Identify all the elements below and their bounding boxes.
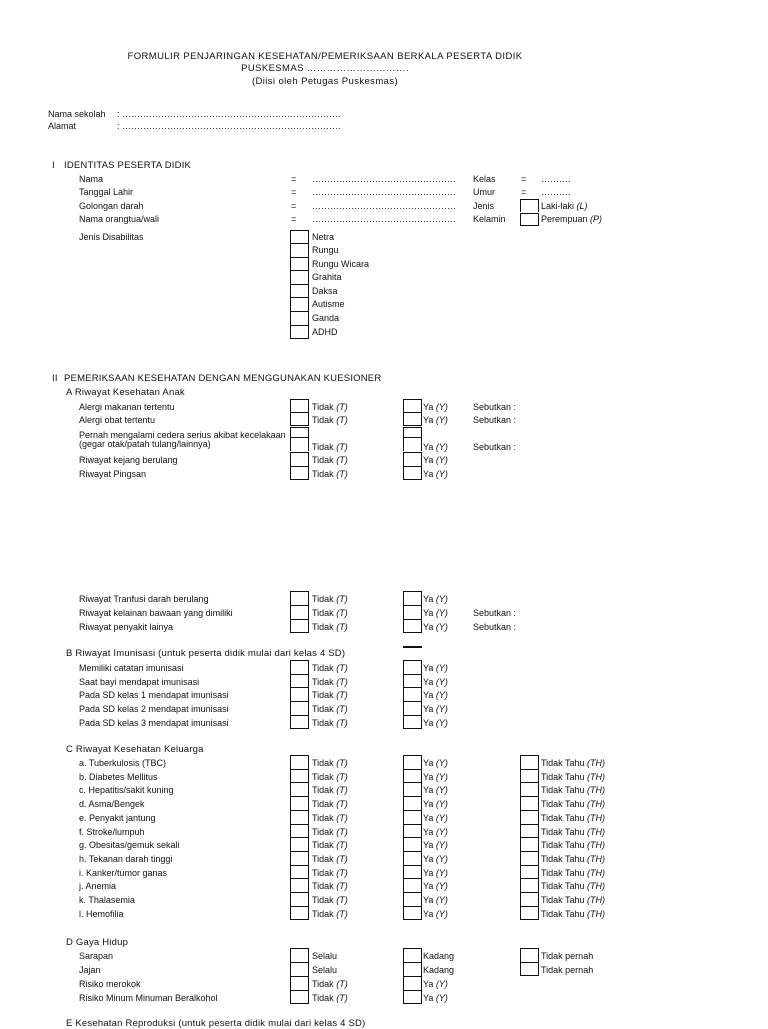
subsection-c-title: C Riwayat Kesehatan Keluarga [66,744,204,755]
ya-option-label: Ya (Y) [423,772,448,782]
tidak-checkbox[interactable] [290,715,309,729]
section-title: PEMERIKSAAN KESEHATAN DENGAN MENGGUNAKAN KUESIONER [64,373,382,384]
subsection-a-title: A Riwayat Kesehatan Anak [66,387,185,398]
tidak-tahu-option-label: Tidak Tahu (TH) [541,785,606,795]
ya-option-label: Ya (Y) [423,455,448,465]
tidak-option-label: Tidak (T) [312,813,348,823]
immunization-question-label: Pada SD kelas 2 mendapat imunisasi [79,704,229,714]
tidak-checkbox[interactable] [290,660,309,674]
disability-label: Jenis Disabilitas [79,232,144,242]
equals-sign: = [521,187,527,197]
option2-checkbox[interactable] [403,948,422,962]
tidak-option-label: Tidak (T) [312,690,348,700]
disability-option-label: Autisme [312,299,345,309]
tidak-option-label: Tidak (T) [312,854,348,864]
ya-checkbox[interactable] [403,769,422,783]
field-label-tanggal-lahir: Tanggal Lahir [79,187,134,197]
ya-option-label: Ya (Y) [423,402,448,412]
tidak-checkbox[interactable] [290,782,309,796]
tidak-tahu-checkbox[interactable] [520,906,539,920]
ya-checkbox[interactable] [403,591,422,605]
ya-option-label: Ya (Y) [423,608,448,618]
tidak-option-label: Tidak (T) [312,704,348,714]
ya-checkbox[interactable] [403,674,422,688]
umur-field[interactable]: ………. [541,187,571,197]
tidak-pernah-option-label: Tidak pernah [541,965,594,975]
sebutkan-label: Sebutkan : [473,402,517,412]
equals-sign: = [291,214,297,224]
option2-checkbox[interactable] [403,962,422,976]
tidak-tahu-checkbox[interactable] [520,782,539,796]
tidak-tahu-option-label: Tidak Tahu (TH) [541,840,606,850]
tidak-tahu-option-label: Tidak Tahu (TH) [541,909,606,919]
ya-option-label: Ya (Y) [423,415,448,425]
tidak-checkbox[interactable] [290,851,309,865]
ya-checkbox[interactable] [403,892,422,906]
ya-option-label: Ya (Y) [423,469,448,479]
family-history-label: c. Hepatitis/sakit kuning [79,785,174,795]
tidak-option-label: Tidak (T) [312,663,348,673]
family-history-label: f. Stroke/lumpuh [79,827,145,837]
question-label: (gegar otak/patah tulang/lainnya) [79,439,211,449]
tidak-tahu-option-label: Tidak Tahu (TH) [541,827,606,837]
ya-checkbox[interactable] [403,851,422,865]
box-edge [403,646,422,648]
family-history-label: d. Asma/Bengek [79,799,145,809]
family-history-label: b. Diabetes Mellitus [79,772,158,782]
subsection-b-title: B Riwayat Imunisasi (untuk peserta didik mulai dari kelas 4 SD) [66,648,346,659]
tidak-tahu-checkbox[interactable] [520,865,539,879]
ya-option-label: Ya (Y) [423,718,448,728]
lifestyle-question-label: Jajan [79,965,101,975]
tidak-option-label: Tidak (T) [312,799,348,809]
disability-checkbox[interactable] [290,297,309,311]
option1-checkbox[interactable] [290,990,309,1004]
tidak-checkbox[interactable] [290,878,309,892]
question-label: Riwayat penyakit lainya [79,622,174,632]
family-history-label: j. Anemia [79,881,117,891]
disability-checkbox[interactable] [290,311,309,325]
tidak-option-label: Tidak (T) [312,785,348,795]
tidak-tahu-checkbox[interactable] [520,824,539,838]
immunization-question-label: Pada SD kelas 1 mendapat imunisasi [79,690,229,700]
kadang-option-label: Kadang [423,965,455,975]
sebutkan-label: Sebutkan : [473,608,517,618]
disability-checkbox[interactable] [290,230,309,244]
tidak-tahu-checkbox[interactable] [520,769,539,783]
disability-option-label: ADHD [312,327,338,337]
ya-option-label: Ya (Y) [423,854,448,864]
tidak-checkbox[interactable] [290,412,309,426]
option2-checkbox[interactable] [403,990,422,1004]
ya-option-label: Ya (Y) [423,813,448,823]
school-address-label: Alamat [48,121,77,131]
tidak-tahu-option-label: Tidak Tahu (TH) [541,772,606,782]
disability-option-label: Ganda [312,313,340,323]
disability-checkbox[interactable] [290,284,309,298]
ya-option-label: Ya (Y) [423,704,448,714]
ya-option-label: Ya (Y) [423,799,448,809]
ya-option-label: Ya (Y) [423,622,448,632]
tidak-option-label: Tidak (T) [312,402,348,412]
kadang-option-label: Kadang [423,951,455,961]
lifestyle-question-label: Risiko merokok [79,979,141,989]
question-label: Riwayat Tranfusi darah berulang [79,594,209,604]
ya-option-label: Ya (Y) [423,663,448,673]
tidak-checkbox[interactable] [290,755,309,769]
tidak-checkbox[interactable] [290,452,309,466]
gender-p-checkbox[interactable] [520,213,539,226]
ya-checkbox[interactable] [403,824,422,838]
tidak-tahu-option-label: Tidak Tahu (TH) [541,895,606,905]
section-number: I [52,160,55,171]
ya-checkbox[interactable] [403,715,422,729]
disability-option-label: Netra [312,232,335,242]
tidak-pernah-checkbox[interactable] [520,948,539,962]
disability-checkbox[interactable] [290,270,309,284]
sebutkan-label: Sebutkan : [473,622,517,632]
tidak-option-label: Tidak (T) [312,622,348,632]
tidak-option-label: Tidak (T) [312,415,348,425]
disability-option-label: Rungu Wicara [312,259,370,269]
tidak-tahu-checkbox[interactable] [520,892,539,906]
tidak-option-label: Tidak (T) [312,442,348,452]
ya-option-label: Ya (Y) [423,881,448,891]
subsection-d-title: D Gaya Hidup [66,937,129,948]
ya-option-label: Ya (Y) [423,827,448,837]
tidak-checkbox[interactable] [290,865,309,879]
immunization-question-label: Pada SD kelas 3 mendapat imunisasi [79,718,229,728]
ya-checkbox[interactable] [403,810,422,824]
tidak-tahu-option-label: Tidak Tahu (TH) [541,868,606,878]
lifestyle-question-label: Sarapan [79,951,114,961]
kelas-field[interactable]: ………. [541,174,571,184]
disability-checkbox[interactable] [290,325,309,339]
gender-l-label: Laki-laki (L) [541,201,588,211]
tidak-tahu-option-label: Tidak Tahu (TH) [541,758,606,768]
question-label: Alergi makanan tertentu [79,402,175,412]
equals-sign: = [291,174,297,184]
gender-l-checkbox[interactable] [520,199,539,212]
ya-option-label: Ya (Y) [423,993,448,1003]
school-address-field[interactable]: : ………………………………………………………………. [117,121,341,131]
ya-checkbox[interactable] [403,796,422,810]
question-label: Riwayat kejang berulang [79,455,178,465]
ya-option-label: Ya (Y) [423,677,448,687]
question-label: Riwayat Pingsan [79,469,147,479]
equals-sign: = [521,174,527,184]
selalu-option-label: Selalu [312,965,338,975]
tidak-option-label: Tidak (T) [312,608,348,618]
question-label: Alergi obat tertentu [79,415,156,425]
kelamin-label: Kelamin [473,214,506,224]
family-history-label: l. Hemofilia [79,909,124,919]
tidak-option-label: Tidak (T) [312,677,348,687]
sebutkan-label: Sebutkan : [473,415,517,425]
subsection-e-title: E Kesehatan Reproduksi (untuk peserta didik mulai dari kelas 4 SD) [66,1018,366,1029]
disability-option-label: Daksa [312,286,338,296]
lifestyle-question-label: Risiko Minum Minuman Beralkohol [79,993,218,1003]
section-title: IDENTITAS PESERTA DIDIK [64,160,192,171]
tidak-option-label: Tidak (T) [312,881,348,891]
family-history-label: e. Penyakit jantung [79,813,156,823]
form-title: FORMULIR PENJARINGAN KESEHATAN/PEMERIKSAAN BERKALA PESERTA DIDIK [127,51,523,62]
tidak-tahu-checkbox[interactable] [520,878,539,892]
tidak-pernah-checkbox[interactable] [520,962,539,976]
tidak-checkbox[interactable] [290,810,309,824]
disability-option-label: Rungu [312,245,339,255]
sebutkan-label: Sebutkan : [473,442,517,452]
equals-sign: = [291,201,297,211]
tidak-checkbox[interactable] [290,687,309,701]
ya-option-label: Ya (Y) [423,868,448,878]
tidak-tahu-option-label: Tidak Tahu (TH) [541,881,606,891]
option1-checkbox[interactable] [290,962,309,976]
family-history-label: h. Tekanan darah tinggi [79,854,173,864]
tidak-tahu-option-label: Tidak Tahu (TH) [541,799,606,809]
kelas-label: Kelas [473,174,496,184]
ya-checkbox[interactable] [403,605,422,619]
tidak-tahu-checkbox[interactable] [520,796,539,810]
ya-option-label: Ya (Y) [423,909,448,919]
ya-option-label: Ya (Y) [423,758,448,768]
form-subtitle: (Diisi oleh Petugas Puskesmas) [251,76,399,87]
tidak-option-label: Tidak (T) [312,827,348,837]
ya-option-label: Ya (Y) [423,895,448,905]
family-history-label: k. Thalasemia [79,895,135,905]
tidak-checkbox[interactable] [290,605,309,619]
ya-checkbox[interactable] [403,878,422,892]
tidak-option-label: Tidak (T) [312,455,348,465]
tidak-option-label: Tidak (T) [312,979,348,989]
tidak-tahu-option-label: Tidak Tahu (TH) [541,813,606,823]
form-puskesmas: PUSKESMAS …………………………. [241,63,409,74]
option2-checkbox[interactable] [403,976,422,990]
tidak-tahu-option-label: Tidak Tahu (TH) [541,854,606,864]
ya-checkbox[interactable] [403,412,422,426]
ya-checkbox[interactable] [403,782,422,796]
tidak-tahu-checkbox[interactable] [520,755,539,769]
disability-option-label: Grahita [312,272,342,282]
family-history-label: a. Tuberkulosis (TBC) [79,758,167,768]
field-label-golongan-darah: Golongan darah [79,201,144,211]
tidak-tahu-checkbox[interactable] [520,810,539,824]
field-label-nama: Nama [79,174,104,184]
option1-checkbox[interactable] [290,976,309,990]
gender-p-label: Perempuan (P) [541,214,603,224]
orangtua-field[interactable]: ………………………………………… [312,214,456,224]
tidak-option-label: Tidak (T) [312,895,348,905]
immunization-question-label: Memiliki catatan imunisasi [79,663,184,673]
ya-option-label: Ya (Y) [423,594,448,604]
ya-checkbox[interactable] [403,619,422,633]
ya-checkbox[interactable] [403,837,422,851]
ya-checkbox[interactable] [403,906,422,920]
tidak-option-label: Tidak (T) [312,718,348,728]
ya-checkbox[interactable] [403,701,422,715]
umur-label: Umur [473,187,495,197]
jenis-label: Jenis [473,201,495,211]
field-label-orangtua: Nama orangtua/wali [79,214,160,224]
ya-checkbox[interactable] [403,755,422,769]
tidak-option-label: Tidak (T) [312,840,348,850]
question-label: Riwayat kelainan bawaan yang dimiliki [79,608,233,618]
tidak-option-label: Tidak (T) [312,758,348,768]
ya-option-label: Ya (Y) [423,442,448,452]
tidak-checkbox[interactable] [290,906,309,920]
golongan-darah-field[interactable]: ………………………………………… [312,201,456,211]
ya-option-label: Ya (Y) [423,979,448,989]
school-name-field[interactable]: : ………………………………………………………………. [117,109,341,119]
ya-checkbox[interactable] [403,466,422,480]
tidak-checkbox[interactable] [290,466,309,480]
equals-sign: = [291,187,297,197]
selalu-option-label: Selalu [312,951,338,961]
ya-checkbox[interactable] [403,399,422,413]
ya-checkbox[interactable] [403,427,422,440]
tidak-option-label: Tidak (T) [312,772,348,782]
tidak-option-label: Tidak (T) [312,469,348,479]
ya-option-label: Ya (Y) [423,690,448,700]
tidak-checkbox[interactable] [290,674,309,688]
tidak-checkbox[interactable] [290,427,309,440]
tidak-checkbox[interactable] [290,892,309,906]
tidak-option-label: Tidak (T) [312,909,348,919]
family-history-label: i. Kanker/tumor ganas [79,868,168,878]
tidak-tahu-checkbox[interactable] [520,851,539,865]
ya-option-label: Ya (Y) [423,785,448,795]
tidak-checkbox[interactable] [290,701,309,715]
disability-checkbox[interactable] [290,257,309,271]
tidak-checkbox[interactable] [290,399,309,413]
tidak-checkbox[interactable] [290,591,309,605]
tanggal-lahir-field[interactable]: ………………………………………… [312,187,456,197]
tidak-option-label: Tidak (T) [312,868,348,878]
tidak-pernah-option-label: Tidak pernah [541,951,594,961]
ya-checkbox[interactable] [403,865,422,879]
ya-checkbox[interactable] [403,452,422,466]
option1-checkbox[interactable] [290,948,309,962]
ya-checkbox[interactable] [403,660,422,674]
ya-option-label: Ya (Y) [423,840,448,850]
tidak-checkbox[interactable] [290,769,309,783]
disability-checkbox[interactable] [290,243,309,257]
tidak-tahu-checkbox[interactable] [520,837,539,851]
tidak-option-label: Tidak (T) [312,993,348,1003]
section-number: II [52,373,58,384]
tidak-checkbox[interactable] [290,619,309,633]
tidak-checkbox[interactable] [290,824,309,838]
question-label: Pernah mengalami cedera serius akibat kecelakaan [79,430,286,440]
tidak-checkbox[interactable] [290,796,309,810]
ya-checkbox[interactable] [403,687,422,701]
nama-field[interactable]: ………………………………………… [312,174,456,184]
school-name-label: Nama sekolah [48,109,106,119]
tidak-checkbox[interactable] [290,837,309,851]
immunization-question-label: Saat bayi mendapat imunisasi [79,677,200,687]
tidak-option-label: Tidak (T) [312,594,348,604]
family-history-label: g. Obesitas/gemuk sekali [79,840,180,850]
